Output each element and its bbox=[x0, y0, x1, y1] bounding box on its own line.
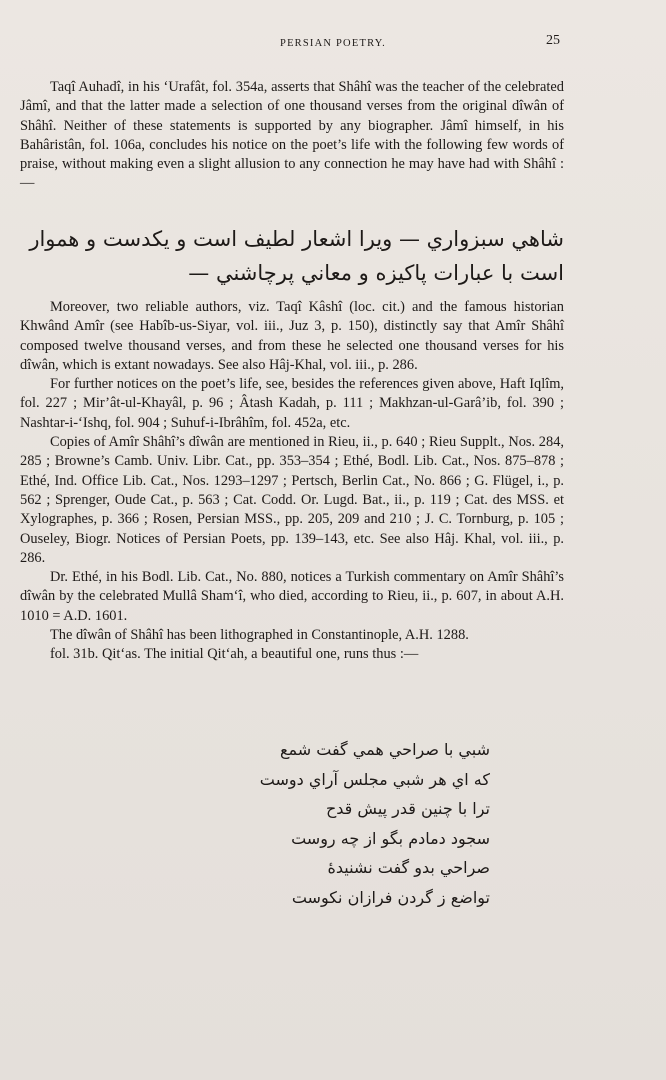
paragraph-moreover: Moreover, two reliable authors, viz. Taqî Kâshî (loc. cit.) and the famous historian Khwând Amîr (see Habîb-us-Siyar, vol. iii., Juz 3, p. 150), distinctly say that Amîr Shâhî composed twelve thousand verses, and from these he selected one thousand verses for his dîwân, which is extant nowadays. See also Hâj-Khal, vol. iii., p. 286. bbox=[20, 299, 564, 373]
persian-quote-line-2: است با عبارات پاكيزه و معاني پرچاشني — bbox=[188, 261, 564, 285]
running-title: PERSIAN POETRY. bbox=[280, 38, 386, 49]
verse-line-1: شبي با صراحي همي گفت شمع bbox=[279, 740, 490, 759]
page-number: 25 bbox=[546, 33, 560, 48]
paragraph-dr-ethe: Dr. Ethé, in his Bodl. Lib. Cat., No. 880, notices a Turkish commentary on Amîr Shâhî’s dîwân by the celebrated Mullâ Sham‘î, who died, according to Rieu, ii., p. 607, in about A.H. 1010 = A.D. 1601. bbox=[20, 569, 564, 624]
verse-line-2: كه اي هر شبي مجلس آراي دوست bbox=[259, 769, 490, 789]
verse-line-4: سجود دمادم بگو از چه روست bbox=[291, 828, 490, 848]
body-block bbox=[20, 298, 564, 665]
paragraph-qitas: fol. 31b. Qit‘as. The initial Qit‘ah, a beautiful one, runs thus :— bbox=[50, 646, 419, 663]
intro-block bbox=[20, 78, 564, 194]
paragraph-copies: Copies of Amîr Shâhî’s dîwân are mentioned in Rieu, ii., p. 640 ; Rieu Supplt., Nos. 284, 285 ; Browne’s Camb. Univ. Libr. Cat., pp. 353–354 ; Ethé, Bodl. Lib. Cat., Nos. 875–878 ; Ethé, Ind. Office Lib. Cat., Nos. 1293–1297 ; Pertsch, Berlin Cat., No. 866 ; G. Flügel, i., p. 562 ; Sprenger, Oude Cat., p. 563 ; Cat. Codd. Or. Lugd. Bat., ii., p. 119 ; Cat. des MSS. et Xylographes, p. 366 ; Rosen, Persian MSS., pp. 205, 209 and 210 ; J. C. Tornburg, p. 105 ; Ouseley, Biogr. Notices of Persian Poets, pp. 139–143, etc. See also Hâj. Khal, vol. iii., p. 286. bbox=[20, 434, 564, 566]
verse-line-5: صراحي بدو گفت نشنيدهٔ bbox=[327, 858, 490, 877]
paragraph-lithographed: The dîwân of Shâhî has been lithographed in Constantinople, A.H. 1288. bbox=[50, 627, 469, 644]
paragraph-taqi-auhadi: Taqî Auhadî, in his ‘Urafât, fol. 354a, asserts that Shâhî was the teacher of the celebrated Jâmî, and that the latter made a selection of one thousand verses from the original dîwân of Shâhî. Neither of these statements is supported by any biographer. Jâmî himself, in his Bahâristân, fol. 106a, concludes his notice on the poet’s life with the following few words of praise, without making even a slight allusion to any connection he may have had with Shâhî :— bbox=[20, 79, 564, 192]
verse-line-3: ترا با چنين قدر پيش قدح bbox=[325, 799, 490, 818]
paragraph-further-notices: For further notices on the poet’s life, see, besides the references given above, Haft Iqlîm, fol. 227 ; Mir’ât-ul-Khayâl, p. 96 ; Âtash Kadah, p. 111 ; Makhzan-ul-Garâ’ib, fol. 390 ; Nashtar-i-‘Ishq, fol. 904 ; Suhuf-i-Ibrâhîm, fol. 452a, etc. bbox=[20, 376, 564, 431]
persian-quote bbox=[20, 222, 564, 290]
persian-quote-line-1: شاهي سبزواري — ويرا اشعار لطيف است و يكدست و هموار bbox=[29, 227, 564, 251]
verse-line-6: تواضع ز گردن فرازان نكوست bbox=[291, 887, 490, 907]
persian-verses bbox=[150, 735, 490, 912]
